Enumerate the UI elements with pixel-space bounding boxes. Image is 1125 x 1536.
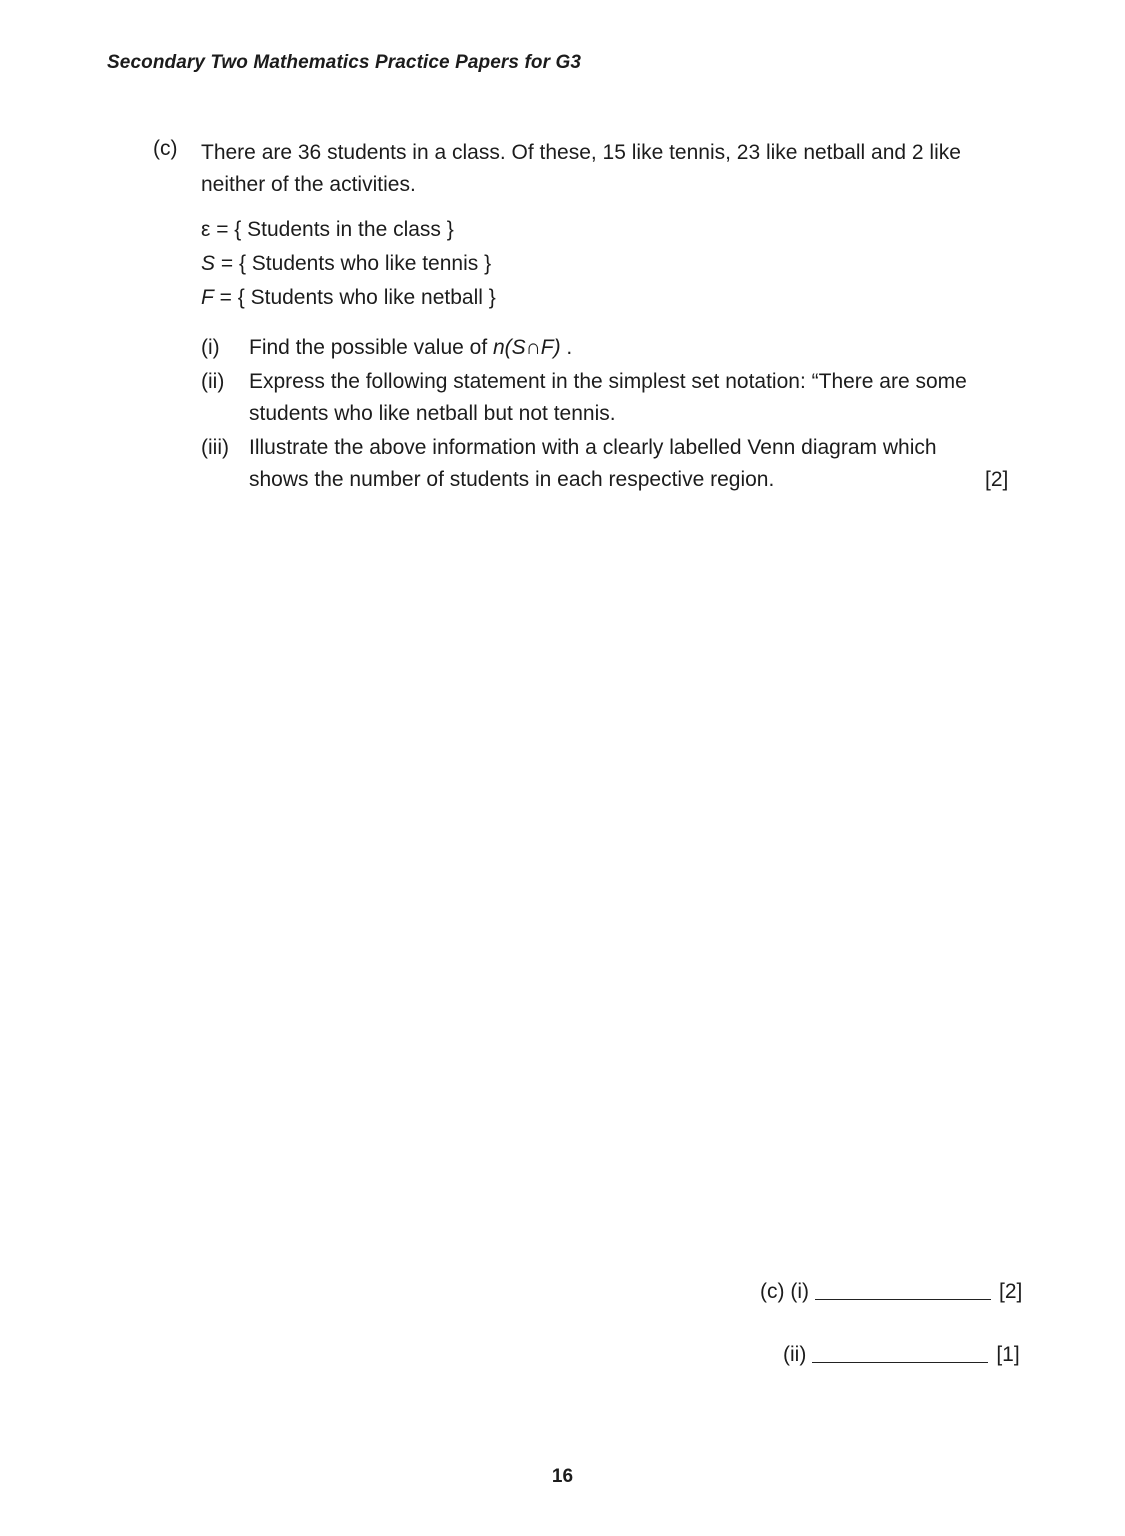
answer-row-c-ii <box>783 1341 1020 1369</box>
universal-set-symbol: ε <box>201 218 211 241</box>
answer-row-c-i <box>760 1278 1022 1306</box>
running-header: Secondary Two Mathematics Practice Papers for G3 <box>107 52 581 73</box>
part-i-text-after: . <box>560 336 573 359</box>
part-i-text <box>249 332 989 364</box>
part-ii-text: Express the following statement in the simplest set notation: “There are some students who like netball but not tennis. <box>249 370 967 425</box>
answer-line[interactable] <box>812 1362 988 1363</box>
part-iii-marks: [2] <box>985 468 1009 491</box>
part-iii-label: (iii) <box>201 436 229 459</box>
set-symbol: F <box>201 286 214 309</box>
set-definition-text: = { Students in the class } <box>210 218 454 241</box>
answer-marks: [2] <box>998 1280 1023 1303</box>
answer-line[interactable] <box>815 1299 991 1300</box>
part-i-text-before: Find the possible value of <box>249 336 493 359</box>
answer-label: (c) (i) <box>760 1280 809 1303</box>
set-definition-f <box>201 283 496 313</box>
set-definition-s <box>201 249 491 279</box>
part-iii-text: Illustrate the above information with a clearly labelled Venn diagram which shows the number of students in each respective region. <box>249 436 937 491</box>
page-number: 16 <box>551 1466 574 1487</box>
answer-marks: [1] <box>996 1343 1020 1366</box>
question-stem: There are 36 students in a class. Of these, 15 like tennis, 23 like netball and 2 like neither of the activities. <box>201 141 961 196</box>
part-i-label: (i) <box>201 336 220 359</box>
question-label: (c) <box>153 137 178 160</box>
answer-label: (ii) <box>783 1343 807 1366</box>
part-i-math: n(S∩F) <box>492 336 561 359</box>
part-ii-label: (ii) <box>201 370 225 393</box>
set-definition-universal <box>201 215 454 245</box>
set-symbol: S <box>201 252 216 275</box>
set-definition-text: = { Students who like netball } <box>213 286 496 309</box>
set-definition-text: = { Students who like tennis } <box>215 252 492 275</box>
